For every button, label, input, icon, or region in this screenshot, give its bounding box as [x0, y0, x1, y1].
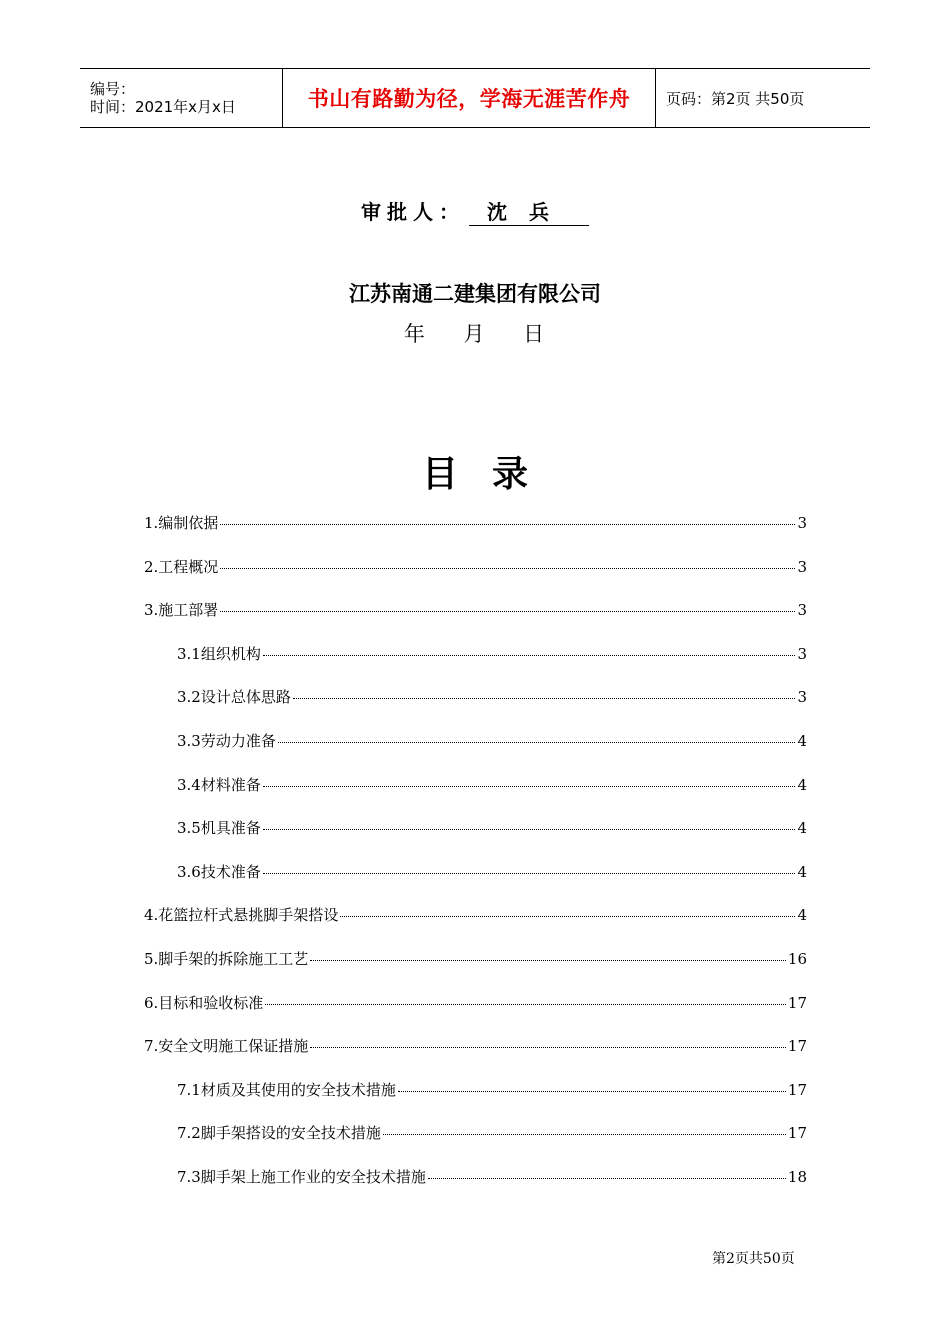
toc-entry[interactable]	[177, 643, 807, 667]
toc-entry-label: 3.5机具准备	[177, 819, 261, 838]
company-name: 江苏南通二建集团有限公司	[349, 282, 601, 306]
toc-entry[interactable]	[144, 599, 807, 623]
toc-dot-leader	[263, 829, 796, 830]
toc-entry[interactable]	[177, 730, 807, 754]
date-line: 年 月 日	[403, 322, 547, 346]
toc-entry[interactable]	[177, 1122, 807, 1146]
toc-entry-label: 1.编制依据	[144, 514, 219, 532]
toc-entry[interactable]	[144, 904, 807, 928]
header-middle	[282, 69, 656, 127]
toc-entry-label: 7.3脚手架上施工作业的安全技术措施	[177, 1168, 426, 1186]
toc-entry-label: 7.1材质及其使用的安全技术措施	[177, 1080, 396, 1099]
toc-entry-page: 3	[797, 514, 807, 532]
toc-entry[interactable]	[144, 556, 807, 580]
toc-dot-leader	[293, 698, 796, 699]
toc-entry-page: 17	[787, 1080, 807, 1099]
toc-entry-page: 4	[797, 862, 807, 881]
toc-entry-page: 17	[787, 1124, 807, 1143]
toc-entry-page: 4	[797, 775, 807, 794]
toc-entry-page: 4	[797, 732, 807, 750]
toc-entry-page: 3	[797, 557, 807, 576]
toc-dot-leader	[340, 916, 795, 917]
toc-entry-page: 4	[797, 819, 807, 838]
toc-entry-label: 3.3劳动力准备	[177, 732, 276, 750]
approver-label: 审批人：	[361, 200, 465, 224]
toc-entry-page: 17	[787, 1037, 807, 1056]
toc-entry-label: 3.6技术准备	[177, 862, 261, 881]
toc-dot-leader	[265, 1004, 786, 1005]
toc-entry-page: 16	[787, 950, 807, 968]
toc-entry-page: 3	[797, 601, 807, 620]
toc-entry[interactable]	[144, 992, 807, 1016]
toc-dot-leader	[263, 873, 796, 874]
toc-entry-label: 2.工程概况	[144, 557, 219, 576]
toc-dot-leader	[383, 1134, 786, 1135]
toc-entry[interactable]	[177, 774, 807, 798]
toc-dot-leader	[310, 1047, 786, 1048]
toc-entry[interactable]	[177, 1079, 807, 1103]
header-right	[656, 69, 870, 127]
toc-entry-label: 3.4材料准备	[177, 775, 261, 794]
toc-entry[interactable]	[177, 1166, 807, 1190]
toc-entry-label: 4.花篮拉杆式悬挑脚手架搭设	[144, 906, 339, 925]
toc-dot-leader	[310, 960, 786, 961]
toc-entry[interactable]	[144, 512, 807, 536]
approver-line	[0, 196, 950, 226]
toc-entry-page: 3	[797, 644, 807, 663]
toc-dot-leader	[398, 1091, 786, 1092]
toc-entry[interactable]	[144, 1035, 807, 1059]
toc-entry-page: 18	[787, 1168, 807, 1186]
toc-entry[interactable]	[177, 686, 807, 710]
toc-dot-leader	[220, 568, 795, 569]
toc-entry-label: 5.脚手架的拆除施工工艺	[144, 950, 309, 968]
time-label: 时间：2021年x月x日	[90, 98, 236, 116]
toc-entry-page: 17	[787, 993, 807, 1012]
toc-title: 目录	[421, 454, 562, 495]
motto: 书山有路勤为径，学海无涯苦作舟	[307, 87, 631, 111]
page-header	[80, 68, 870, 128]
toc-entry[interactable]	[177, 861, 807, 885]
toc-entry-label: 3.1组织机构	[177, 644, 261, 663]
toc-entry[interactable]	[144, 948, 807, 972]
page-info: 页码：第2页 共50页	[666, 89, 805, 108]
number-label: 编号：	[90, 80, 136, 98]
toc-dot-leader	[263, 655, 796, 656]
toc-entry-label: 3.2设计总体思路	[177, 688, 291, 707]
toc-entry-page: 4	[797, 906, 807, 925]
toc-entry-page: 3	[797, 688, 807, 707]
toc-dot-leader	[428, 1178, 786, 1179]
toc-dot-leader	[263, 786, 796, 787]
toc-entry[interactable]	[177, 817, 807, 841]
toc-dot-leader	[220, 611, 795, 612]
approver-name: 沈兵	[469, 196, 589, 226]
header-left	[80, 69, 282, 127]
toc-entry-label: 7.2脚手架搭设的安全技术措施	[177, 1124, 381, 1143]
page-footer: 第2页共50页	[712, 1251, 795, 1267]
toc-entry-label: 6.目标和验收标准	[144, 993, 264, 1012]
toc-dot-leader	[220, 524, 795, 525]
toc-entry-label: 7.安全文明施工保证措施	[144, 1037, 309, 1056]
toc-entry-label: 3.施工部署	[144, 601, 219, 620]
toc-dot-leader	[278, 742, 796, 743]
